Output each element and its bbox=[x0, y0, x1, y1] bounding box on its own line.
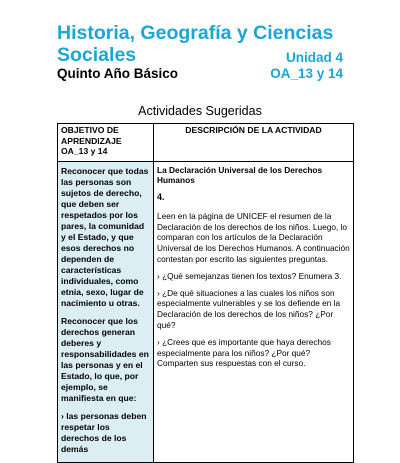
activity-title: La Declaración Universal de los Derechos Humanos bbox=[157, 164, 323, 186]
activity-cell bbox=[154, 161, 354, 462]
table-row bbox=[58, 161, 354, 462]
table-header-row bbox=[58, 124, 354, 162]
objective-paragraph: Reconocer que los derechos generan deberes y responsabilidades en las personas y en el Estado, lo que, por ejemplo, se manifiesta en que: bbox=[61, 315, 149, 403]
section-title: Actividades Sugeridas bbox=[138, 104, 262, 118]
objective-paragraph: Reconocer que todas las personas son sujetos de derecho, que deben ser respetados por los pares, la comunidad y el Estado, y que esos derechos no dependen de características individuales, como etnia, sexo, lugar de nacimiento u otras. bbox=[61, 165, 149, 308]
document-title-line-1: Historia, Geografía y Ciencias bbox=[57, 22, 334, 44]
activity-question-3: › ¿Crees que es importante que haya derechos especialmente para los niños? ¿Por qué? Comparten sus respuestas con el curso. bbox=[157, 336, 331, 369]
grade-label: Quinto Año Básico bbox=[57, 66, 178, 81]
activity-question-2: › ¿De qué situaciones a las cuales los niños son especialmente vulnerables y se los defiende en la Declaración de los derechos de los niños? ¿Por qué? bbox=[157, 287, 341, 331]
activity-column-header: DESCRIPCIÓN DE LA ACTIVIDAD bbox=[154, 124, 354, 162]
unit-label: Unidad 4 bbox=[285, 50, 343, 65]
objective-cell bbox=[58, 161, 154, 462]
document-title-line-2: Sociales bbox=[57, 44, 137, 66]
activity-intro: Leen en la página de UNICEF el resumen de la Declaración de los derechos de los niños. Luego, lo comparan con los artículos de la Declaración Universal de los Derechos Humanos. A continuación contestan por escrito las siguientes preguntas. bbox=[157, 210, 350, 265]
activity-question-1: › ¿Qué semejanzas tienen los textos? Enumera 3. bbox=[157, 270, 342, 281]
objectives-label: OA_13 y 14 bbox=[270, 66, 343, 81]
objective-column-header: OBJETIVO DE APRENDIZAJE OA_13 y 14 bbox=[58, 124, 154, 162]
activity-number: 4. bbox=[157, 192, 165, 203]
activities-table bbox=[57, 123, 354, 463]
objective-bullet: › las personas deben respetar los derechos de los demás bbox=[61, 410, 147, 454]
